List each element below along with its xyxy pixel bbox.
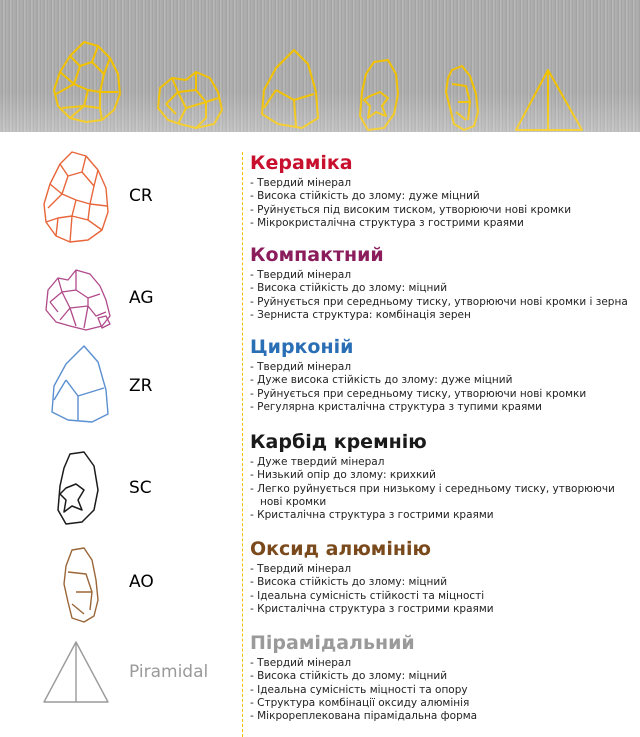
bullet-item: - Руйнується при середньому тиску, утворюючи нові кромки [250,387,587,400]
banner-ceramic-icon [54,42,120,122]
bullet-item: - Низький опір до злому: крихкий [250,469,436,482]
section-pyramidal [250,631,635,723]
section-title: Пірамідальний [250,632,415,654]
bullet-item: - Висока стійкість до злому: міцний [250,282,448,295]
section-title: Компактний [250,244,384,266]
divider-line [242,152,243,737]
bullet-item: - Твердий мінерал [250,563,352,575]
bullet-item: - Мікрореплекована пірамідальна форма [250,710,478,723]
bullet-item: - Регулярна кристалічна структура з тупими краями [250,400,543,413]
code-label-piramidal: Piramidal [129,662,209,682]
code-label-sc: SC [129,478,152,498]
section-silicon-carbide [250,430,635,522]
section-ceramic [250,151,635,230]
banner-compact-icon [158,72,222,128]
aluminum-oxide-grain-icon [40,546,120,626]
section-title: Карбід кремнію [250,431,427,453]
zirconium-grain-icon [40,344,120,424]
bullet-item: - Мікрокристалічна структура з гострими краями [250,216,524,229]
bullet-item: - Ідеальна сумісність міцності та опору [250,683,468,696]
section-zirconium [250,335,635,414]
bullet-item: - Дуже висока стійкість до злому: дуже міцний [250,374,513,387]
bullet-item: - Кристалічна структура з гострими краями [250,509,494,522]
bullet-item: - Висока стійкість до злому: міцний [250,670,448,683]
bullet-item: - Висока стійкість до злому: дуже міцний [250,190,480,203]
section-title: Оксид алюмінію [250,538,431,560]
bullet-item: - Зерниста структура: комбінація зерен [250,308,471,321]
silicon-carbide-grain-icon [40,448,120,528]
bullet-item: - Руйнується при середньому тиску, утворюючи нові кромки і зерна [250,295,628,308]
section-compact [250,243,635,322]
bullet-item: - Структура комбінації оксиду алюмінія [250,696,470,709]
code-label-zr: ZR [129,376,153,396]
banner-aluminum-oxide-icon [446,66,478,130]
code-label-ao: AO [129,572,154,592]
bullet-item: - Висока стійкість до злому: міцний [250,576,448,589]
section-title: Цирконій [250,336,354,358]
bullet-item: - Твердий мінерал [250,269,352,281]
code-label-cr: CR [129,186,153,206]
banner-silicon-carbide-icon [360,60,398,130]
section-title: Кераміка [250,152,353,174]
bullet-item: - Легко руйнується при низькому і середньому тиску, утворюючи нові кромки [250,482,615,508]
bullet-item: - Кристалічна структура з гострими краями [250,602,494,615]
header-banner [0,0,640,132]
section-aluminum-oxide [250,537,635,616]
code-label-ag: AG [129,288,154,308]
bullet-item: - Твердий мінерал [250,657,352,669]
bullet-item: - Руйнується під високим тиском, утворюючи нові кромки [250,203,572,216]
pyramidal-grain-icon [40,636,120,712]
ceramic-grain-icon [40,150,120,245]
bullet-item: - Твердий мінерал [250,177,352,189]
bullet-item: - Твердий мінерал [250,361,352,373]
bullet-item: - Дуже твердий мінерал [250,456,385,468]
bullet-item: - Ідеальна сумісність стійкості та міцності [250,589,485,602]
compact-grain-icon [40,266,120,332]
banner-zirconium-icon [262,50,318,128]
banner-grain-icons [0,0,640,132]
banner-pyramidal-icon [516,70,582,130]
